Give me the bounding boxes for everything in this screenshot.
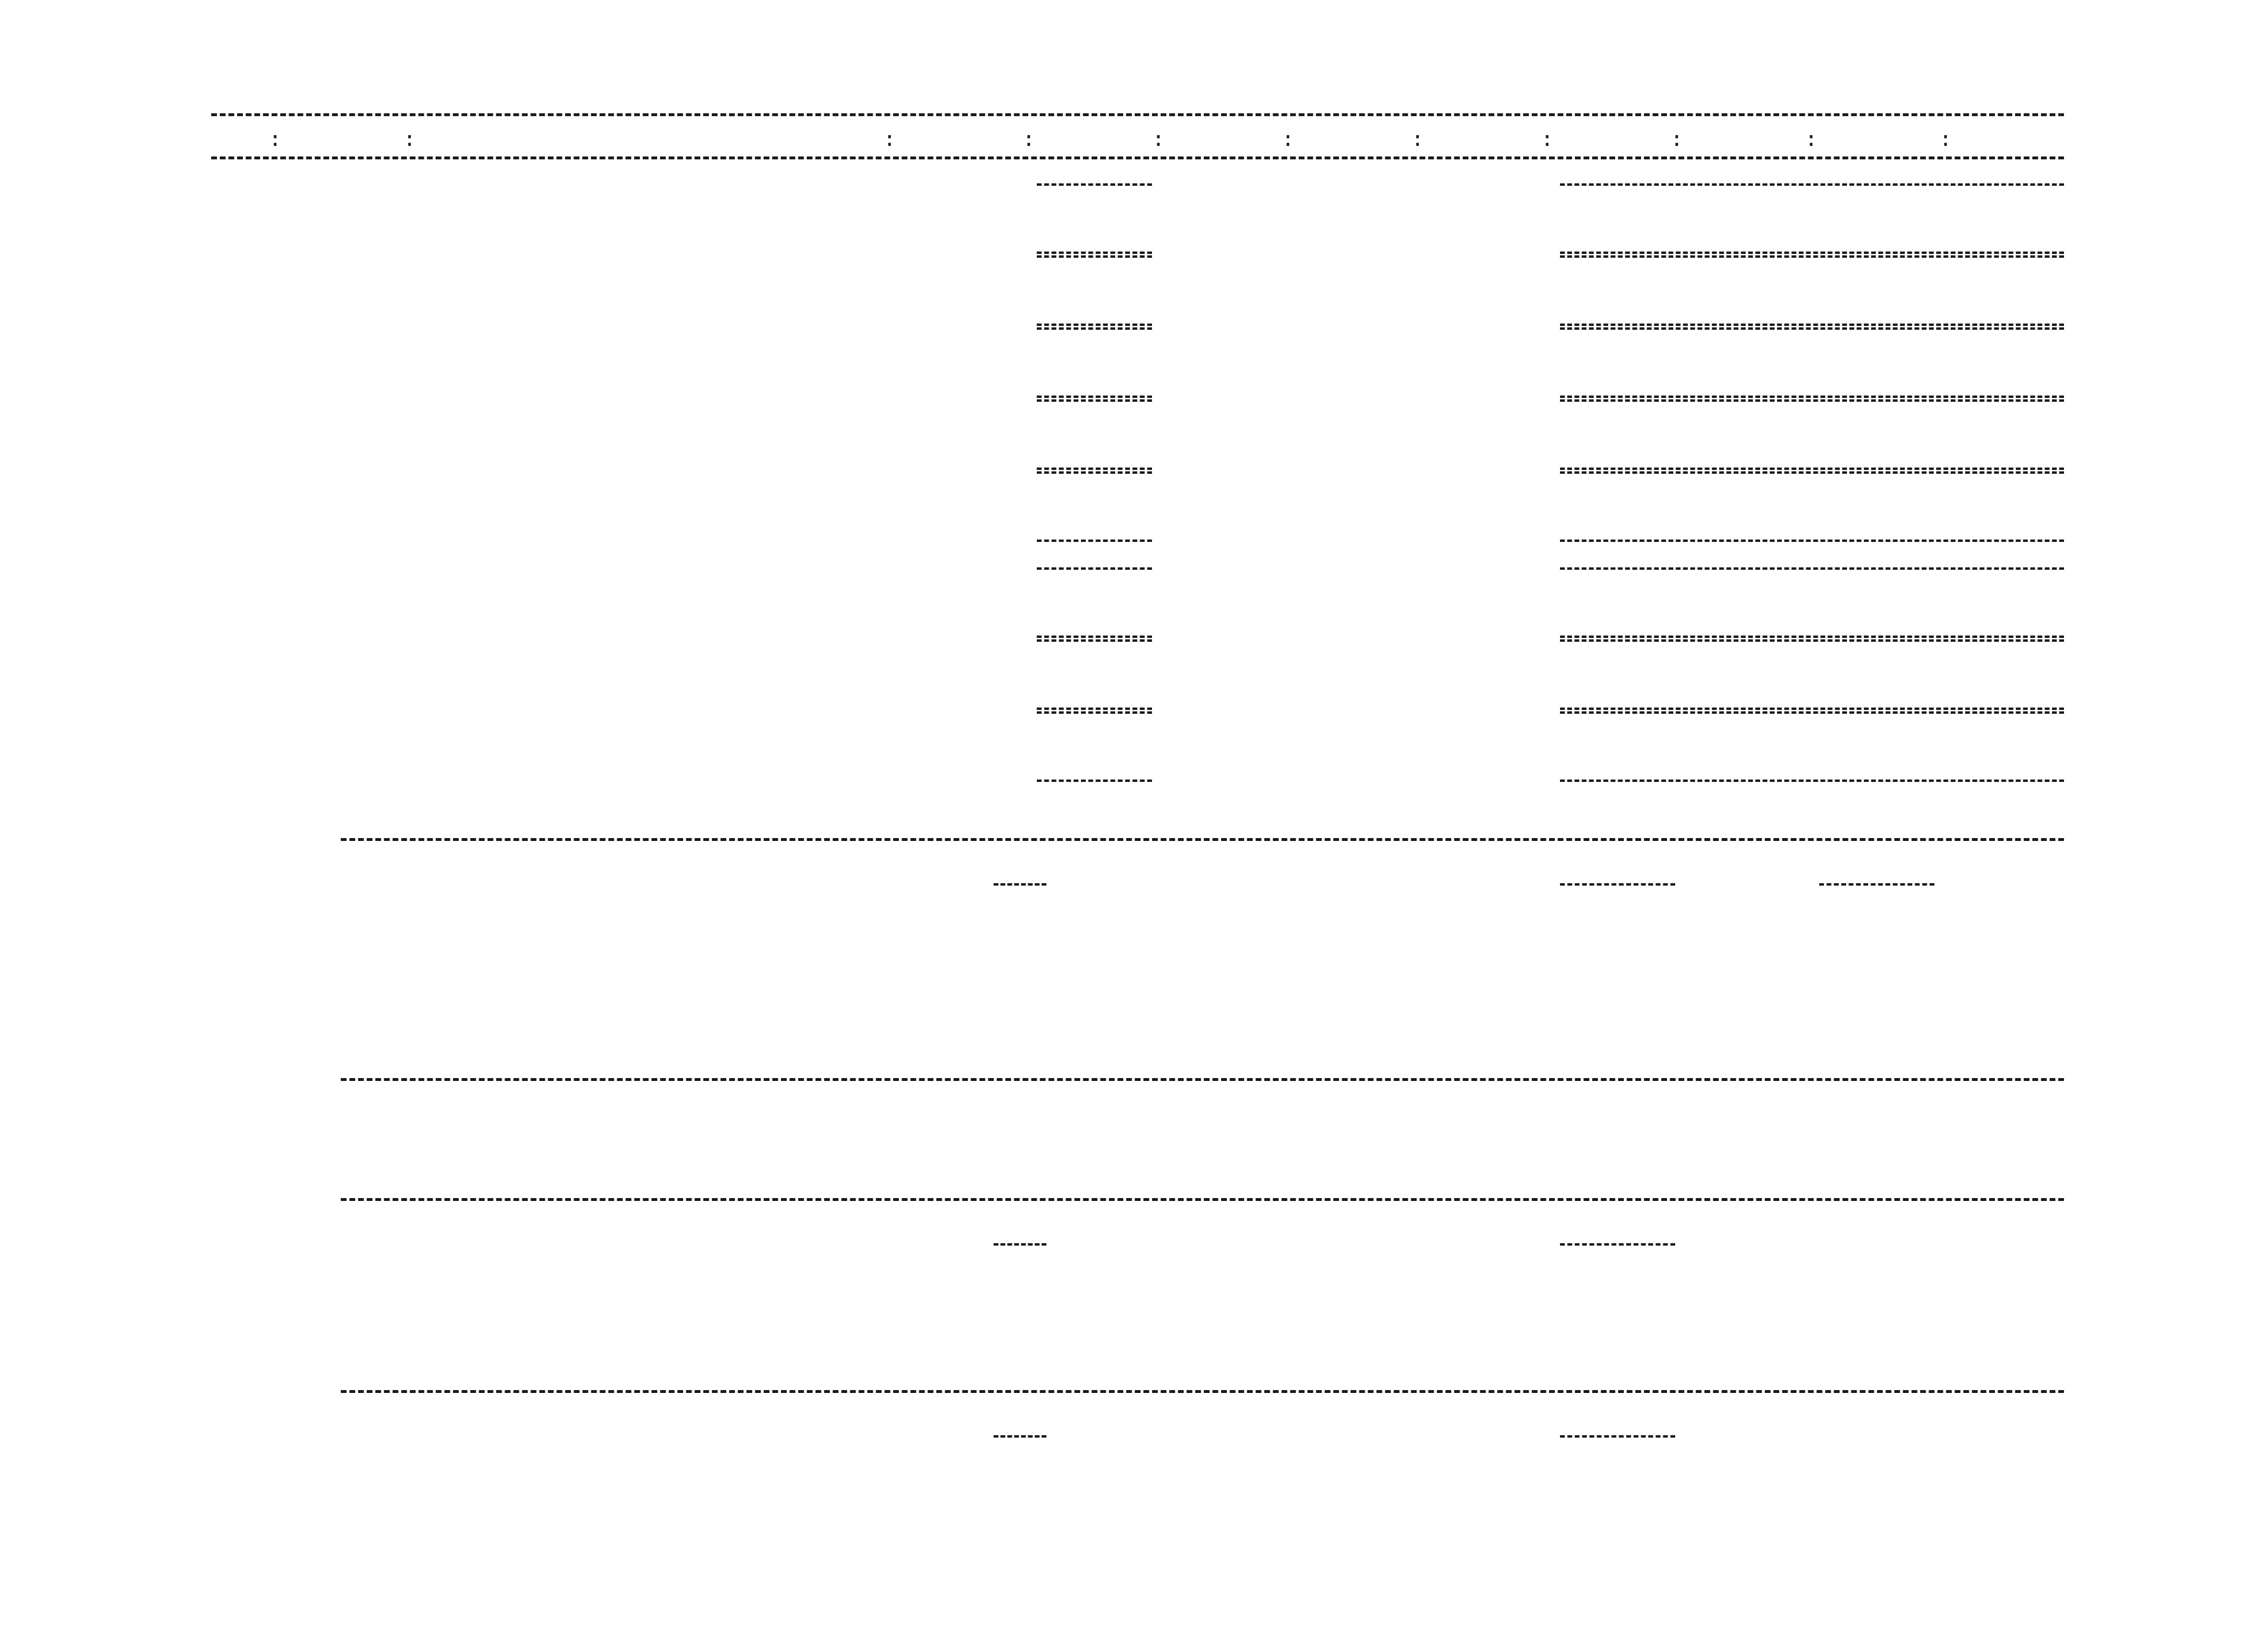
cell-rule bbox=[1560, 540, 2064, 542]
cell-rule bbox=[1560, 567, 2064, 570]
cell-rule bbox=[1037, 711, 1152, 714]
cell-rule bbox=[1037, 252, 1152, 254]
underline bbox=[1819, 883, 1934, 886]
cell-rule bbox=[1560, 255, 2064, 258]
cell-rule bbox=[1560, 780, 2064, 782]
itogo1-top-rule bbox=[341, 1198, 2064, 1201]
cell-rule bbox=[1560, 396, 2064, 398]
cell-rule bbox=[1560, 639, 2064, 642]
col-sep: : bbox=[1805, 127, 1819, 151]
underline bbox=[1560, 883, 1675, 886]
equip-top-rule bbox=[341, 1078, 2064, 1081]
cell-rule bbox=[1560, 711, 2064, 714]
cell-rule bbox=[1560, 636, 2064, 638]
col-sep: : bbox=[1411, 127, 1425, 151]
cell-rule bbox=[1037, 471, 1152, 474]
cell-rule bbox=[1560, 708, 2064, 710]
cell-rule bbox=[1037, 708, 1152, 710]
col-sep: : bbox=[1939, 127, 1953, 151]
cell-rule bbox=[1037, 396, 1152, 398]
header-bottom-rule bbox=[211, 156, 2064, 159]
underline bbox=[1560, 1435, 1675, 1438]
cell-rule bbox=[1560, 324, 2064, 326]
totals-top-rule bbox=[341, 838, 2064, 841]
underline bbox=[994, 1243, 1046, 1246]
underline bbox=[1560, 1243, 1675, 1246]
col-sep: : bbox=[1022, 127, 1036, 151]
cell-rule bbox=[1037, 327, 1152, 330]
underline bbox=[994, 883, 1046, 886]
cell-rule bbox=[1037, 399, 1152, 402]
cell-rule bbox=[1037, 780, 1152, 782]
cell-rule bbox=[1560, 183, 2064, 186]
col-sep: : bbox=[883, 127, 897, 151]
col-sep: : bbox=[1670, 127, 1684, 151]
cell-rule bbox=[1560, 471, 2064, 474]
cell-rule bbox=[1560, 327, 2064, 330]
col-sep: : bbox=[1152, 127, 1166, 151]
cell-rule bbox=[1037, 540, 1152, 542]
cell-rule bbox=[1560, 252, 2064, 254]
header-top-rule bbox=[211, 113, 2064, 116]
cell-rule bbox=[1037, 636, 1152, 638]
underline bbox=[994, 1435, 1046, 1438]
col-sep: : bbox=[1282, 127, 1296, 151]
col-sep: : bbox=[1541, 127, 1555, 151]
itogo2-top-rule bbox=[341, 1390, 2064, 1393]
cell-rule bbox=[1037, 255, 1152, 258]
col-sep: : bbox=[403, 127, 417, 151]
cell-rule bbox=[1560, 468, 2064, 470]
col-sep: : bbox=[269, 127, 283, 151]
cell-rule bbox=[1037, 183, 1152, 186]
cell-rule bbox=[1037, 567, 1152, 570]
cell-rule bbox=[1560, 399, 2064, 402]
cell-rule bbox=[1037, 468, 1152, 470]
cell-rule bbox=[1037, 324, 1152, 326]
cell-rule bbox=[1037, 639, 1152, 642]
